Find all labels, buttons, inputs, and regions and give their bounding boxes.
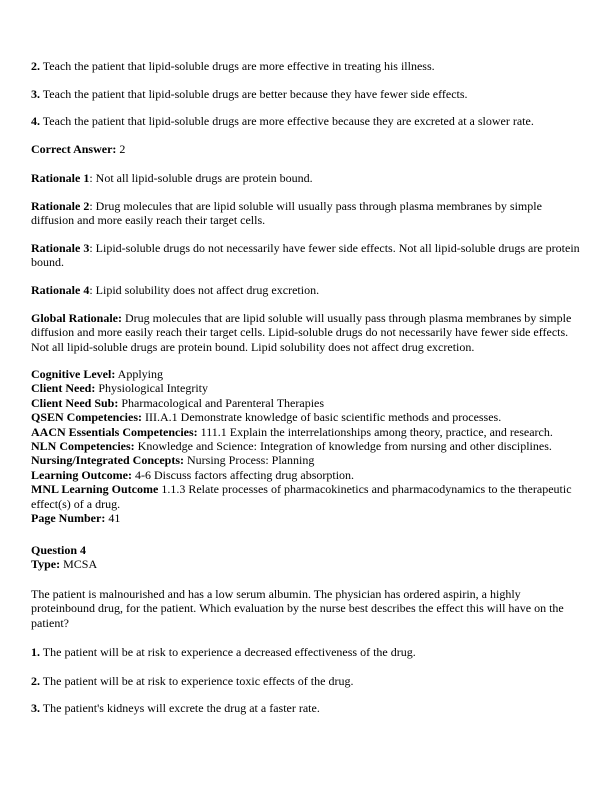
correct-value: 2	[119, 142, 126, 156]
meta-value: Applying	[117, 367, 164, 381]
correct-answer	[31, 142, 583, 156]
type-value: MCSA	[63, 557, 98, 572]
answer-option	[31, 674, 583, 688]
meta-row	[31, 381, 583, 395]
meta-row	[31, 482, 583, 511]
meta-label: AACN Essentials Competencies:	[31, 424, 198, 439]
rationale-text: : Drug molecules that are lipid soluble will usually pass through plasma membranes by simple diffusion and more easily reach their target cells.	[31, 199, 542, 228]
meta-row	[31, 410, 583, 424]
meta-value: Nursing Process: Planning	[187, 453, 315, 468]
meta-label: Cognitive Level:	[31, 367, 116, 381]
meta-label: Learning Outcome:	[31, 467, 132, 482]
global-label: Global Rationale:	[31, 311, 123, 325]
meta-label: Nursing/Integrated Concepts:	[31, 453, 184, 468]
type-label: Type:	[31, 557, 61, 572]
meta-value: Pharmacological and Parenteral Therapies	[121, 395, 325, 410]
option-number: 1.	[31, 645, 40, 659]
meta-row	[31, 396, 583, 410]
option-text: Teach the patient that lipid-soluble drugs are better because they have fewer side effects.	[42, 87, 468, 101]
meta-value: 111.1 Explain the interrelationships among theory, practice, and research.	[200, 424, 553, 439]
meta-value: Physiological Integrity	[98, 381, 208, 396]
rationale-text: : Lipid solubility does not affect drug excretion.	[89, 283, 320, 297]
option-number: 2.	[31, 59, 40, 73]
meta-label: NLN Competencies:	[31, 439, 135, 454]
rationale-label: Rationale 3	[31, 241, 90, 255]
correct-label: Correct Answer:	[31, 142, 117, 156]
option-number: 2.	[31, 674, 40, 688]
meta-label: QSEN Competencies:	[31, 410, 142, 425]
metadata-block	[31, 367, 583, 525]
option-text: Teach the patient that lipid-soluble drugs are more effective because they are excreted at a slower rate.	[42, 114, 534, 128]
rationale-text: : Lipid-soluble drugs do not necessarily have fewer side effects. Not all lipid-soluble drugs are protein bound.	[31, 241, 580, 270]
meta-value: 41	[108, 511, 121, 526]
meta-value: 4-6 Discuss factors affecting drug absorption.	[135, 467, 355, 482]
meta-row	[31, 439, 583, 453]
answer-option	[31, 114, 583, 128]
rationale-text: : Not all lipid-soluble drugs are protein bound.	[89, 171, 313, 185]
option-number: 3.	[31, 87, 40, 101]
meta-label: Client Need:	[31, 381, 96, 396]
meta-value: 1.1.3 Relate processes of pharmacokinetics and pharmacodynamics to the therapeutic effect(s) of a drug.	[31, 482, 572, 511]
question-stem: The patient is malnourished and has a low serum albumin. The physician has ordered aspirin, a highly proteinbound drug, for the patient. Which evaluation by the nurse best describes the effect this will have on the patient?	[31, 587, 564, 630]
answer-option	[31, 701, 583, 715]
meta-row	[31, 425, 583, 439]
option-text: The patient will be at risk to experience toxic effects of the drug.	[42, 674, 354, 688]
option-text: Teach the patient that lipid-soluble drugs are more effective in treating his illness.	[42, 59, 435, 73]
meta-label: Page Number:	[31, 511, 106, 526]
answer-option	[31, 59, 583, 73]
rationale	[31, 171, 583, 185]
rationale	[31, 283, 583, 297]
rationale-label: Rationale 1	[31, 171, 90, 185]
option-text: The patient will be at risk to experience a decreased effectiveness of the drug.	[42, 645, 416, 659]
rationale	[31, 199, 583, 228]
meta-label: MNL Learning Outcome	[31, 482, 159, 497]
global-text: Drug molecules that are lipid soluble will usually pass through plasma membranes by simple diffusion and more easily reach their target cells. Lipid-soluble drugs do not necessarily have fewer side effects. Not all lipid-soluble drugs are protein bound. Lipid solubility does not affect drug excretion.	[31, 311, 572, 354]
global-rationale	[31, 311, 583, 354]
answer-option	[31, 645, 583, 659]
option-number: 3.	[31, 701, 40, 715]
answer-option	[31, 87, 583, 101]
meta-row	[31, 511, 583, 525]
meta-row	[31, 468, 583, 482]
option-number: 4.	[31, 114, 40, 128]
question-title: Question 4	[31, 543, 87, 557]
rationale-label: Rationale 2	[31, 199, 90, 213]
meta-row	[31, 367, 583, 381]
question-header	[31, 543, 583, 572]
option-text: The patient's kidneys will excrete the drug at a faster rate.	[42, 701, 320, 715]
meta-value: Knowledge and Science: Integration of knowledge from nursing and other disciplines.	[137, 439, 552, 454]
meta-value: III.A.1 Demonstrate knowledge of basic scientific methods and processes.	[145, 410, 502, 425]
meta-label: Client Need Sub:	[31, 395, 119, 410]
rationale-label: Rationale 4	[31, 283, 90, 297]
rationale	[31, 241, 583, 270]
meta-row	[31, 453, 583, 467]
